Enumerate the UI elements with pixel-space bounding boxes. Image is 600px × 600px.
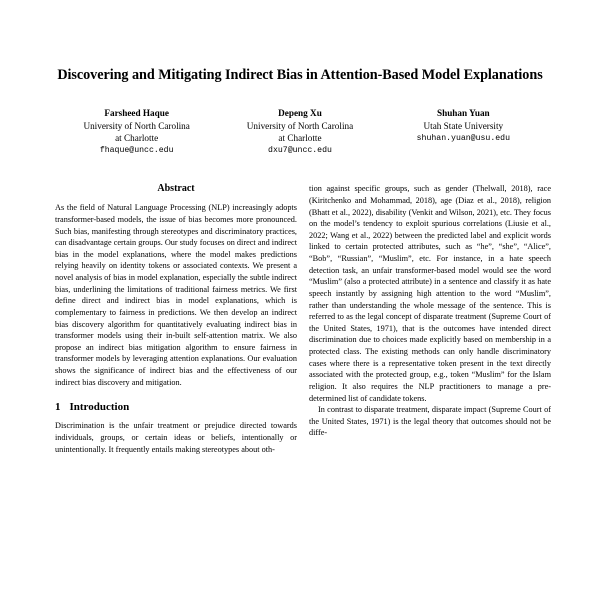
author-list: [55, 107, 545, 157]
abstract-heading: Abstract: [157, 183, 195, 195]
author-name: Depeng Xu: [278, 108, 322, 118]
author-name: Shuhan Yuan: [436, 108, 490, 118]
left-column: [55, 183, 297, 455]
author-affiliation-line: University of North Carolina: [83, 121, 190, 132]
page-title: Discovering and Mitigating Indirect Bias in Attention-Based Model Explanations: [57, 67, 543, 83]
author-entry: [218, 107, 381, 157]
right-column: [309, 183, 551, 455]
section-paragraph: Discrimination is the unfair treatment or prejudice directed towards individuals, groups, or certain ideas or beliefs, intentionally or unintentionally. It frequently entails making stereotypes about oth-: [55, 421, 297, 454]
body-paragraph: In contrast to disparate treatment, disparate impact (Supreme Court of the United States, 1971) is the legal theory that outcomes should not be diffe-: [309, 405, 551, 438]
author-affiliation-line: at Charlotte: [278, 133, 322, 144]
author-email[interactable]: dxu7@uncc.edu: [268, 146, 332, 156]
abstract-text: As the field of Natural Language Processing (NLP) increasingly adopts transformer-based models, the issue of bias becomes more pronounced. Such bias, manifesting through stereotypes and discriminatory practices, can disadvantage certain groups. Our study focuses on direct and indirect bias in the model explanations, where the model makes predictions relying heavily on identity tokens or associated contexts. We present a novel analysis of bias in model explanation, especially the subtle indirect bias, underlining the limitations of traditional fairness metrics. We first define direct and indirect bias in model explanations, which is complementary to fairness in predictions. We then develop an indirect bias discovery algorithm for quantitatively evaluating indirect bias in transformer models using their in-built self-attention matrix. We also propose an indirect bias mitigation algorithm to ensure fairness in transformer models by leveraging attention explanations. Our evaluation shows the significance of indirect bias and the effectiveness of our indirect bias discovery and mitigation.: [55, 203, 297, 387]
author-name: Farsheed Haque: [104, 108, 169, 118]
author-affiliation-line: University of North Carolina: [246, 121, 354, 132]
author-entry: [382, 107, 545, 157]
author-email[interactable]: shuhan.yuan@usu.edu: [416, 133, 510, 143]
section-title: Introduction: [69, 401, 130, 414]
author-email[interactable]: fhaque@uncc.edu: [99, 146, 174, 156]
title-block: [55, 0, 545, 85]
section-number: 1: [55, 401, 61, 414]
body-paragraph: tion against specific groups, such as gender (Thelwall, 2018), race (Kiritchenko and Mohammad, 2018), age (Diaz et al., 2018), religion (Bhatt et al., 2022), disability (Venkit and Wilson, 2021), etc. They focus on the model’s tendency to exploit spurious correlations (Liusie et al., 2022; Wang et al., 2022) between the predicted label and explicit words linked to certain protected attributes, such as “he”, “she”, “Alice”, “Bob”, “Russian”, “Muslim”, etc. For instance, in a hate speech detection task, an unfair transformer-based model would see the word “Muslim” (also a protected attribute) in a sentence and classify it as hate speech instantly by assigning high attention to the word “Muslim”, rather than understanding the whole message of the sentence. This is referred to as the legal concept of disparate treatment (Supreme Court of the United States, 1971), that is the outcomes have intended direct discrimination due to choices made explicitly based on membership in a protected class. The existing methods can only handle discriminatory cases where there is a representative token present in the text directly associated with the protected group, e.g., token “Muslim” for the Islam religion. It also requires the NLP practitioners to manage a pre-determined list of candidate tokens.: [309, 184, 551, 403]
section-heading-introduction: [55, 401, 297, 413]
author-entry: [55, 107, 218, 157]
author-affiliation-line: at Charlotte: [115, 133, 159, 144]
author-affiliation-line: Utah State University: [423, 121, 504, 132]
two-column-body: [55, 183, 551, 455]
